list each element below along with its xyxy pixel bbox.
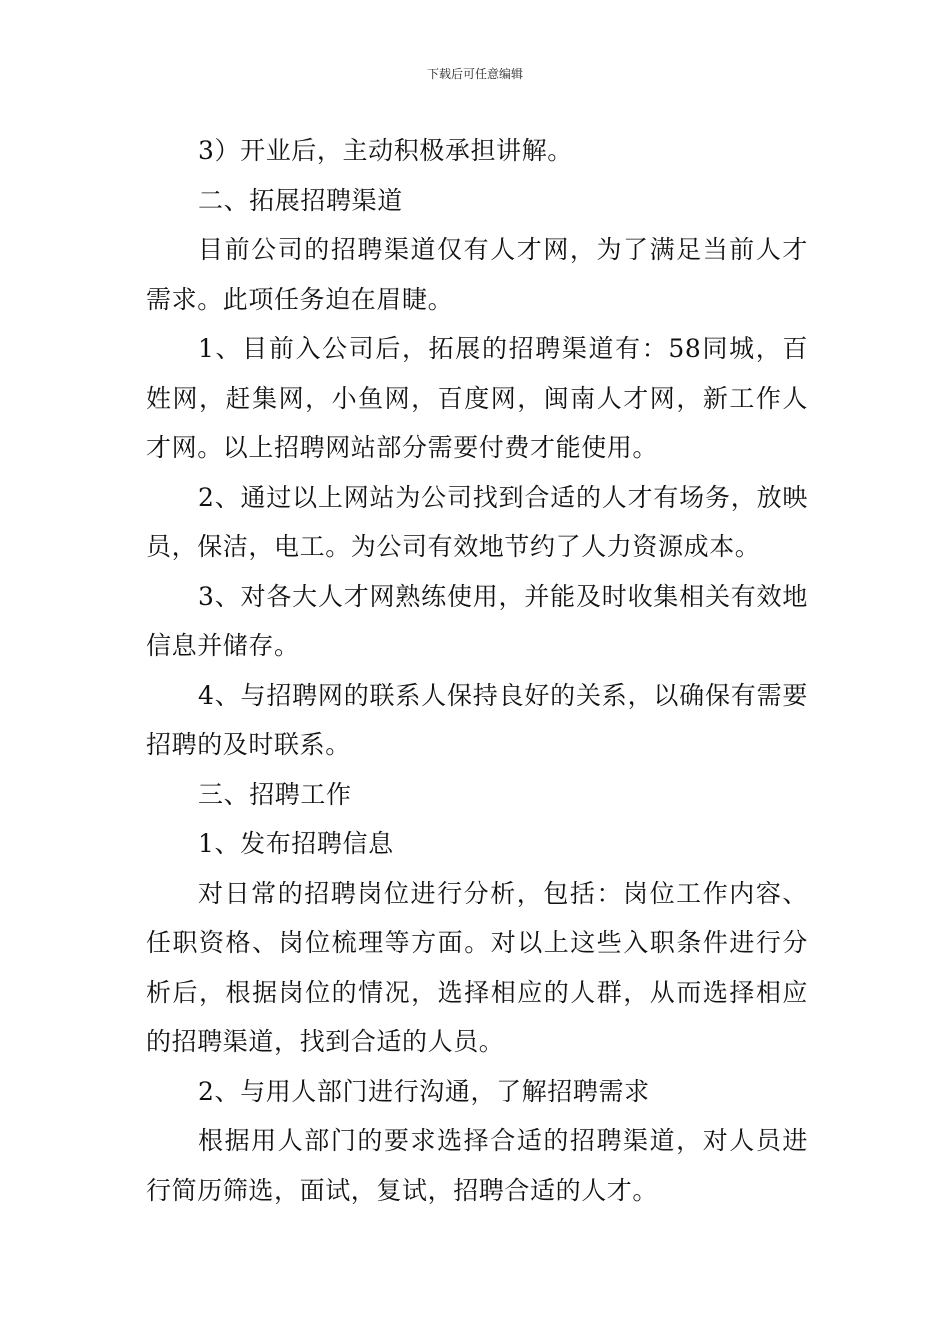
paragraph-post-analysis: 对日常的招聘岗位进行分析，包括：岗位工作内容、任职资格、岗位梳理等方面。对以上这些入职条件进行分析后，根据岗位的情况，选择相应的人群，从而选择相应的招聘渠道，找到合适的人员。 (146, 878, 808, 1056)
paragraph-item-3-opening: 3）开业后，主动积极承担讲解。 (198, 136, 573, 165)
list-item-2-hires: 2、通过以上网站为公司找到合适的人才有场务，放映员，保洁，电工。为公司有效地节约了人力资源成本。 (146, 482, 808, 561)
section-heading-2: 二、拓展招聘渠道 (198, 185, 403, 215)
paragraph-current-channels: 目前公司的招聘渠道仅有人才网，为了满足当前人才需求。此项任务迫在眉睫。 (146, 235, 808, 314)
page-header: 下载后可任意编辑 (426, 67, 523, 81)
list-item-1-new-channels: 1、目前入公司后，拓展的招聘渠道有：58同城，百姓网，赶集网，小鱼网，百度网，闽南人才网，新工作人才网。以上招聘网站部分需要付费才能使用。 (146, 334, 808, 462)
subheading-1-post-info: 1、发布招聘信息 (198, 829, 394, 858)
section-heading-3: 三、招聘工作 (198, 779, 352, 809)
list-item-4-relations: 4、与招聘网的联系人保持良好的关系，以确保有需要招聘的及时联系。 (146, 680, 808, 759)
paragraph-screening: 根据用人部门的要求选择合适的招聘渠道，对人员进行简历筛选，面试，复试，招聘合适的人才。 (146, 1126, 808, 1205)
document-body (146, 126, 808, 1215)
subheading-2-communication: 2、与用人部门进行沟通，了解招聘需求 (198, 1076, 650, 1106)
list-item-3-usage: 3、对各大人才网熟练使用，并能及时收集相关有效地信息并储存。 (146, 581, 808, 660)
